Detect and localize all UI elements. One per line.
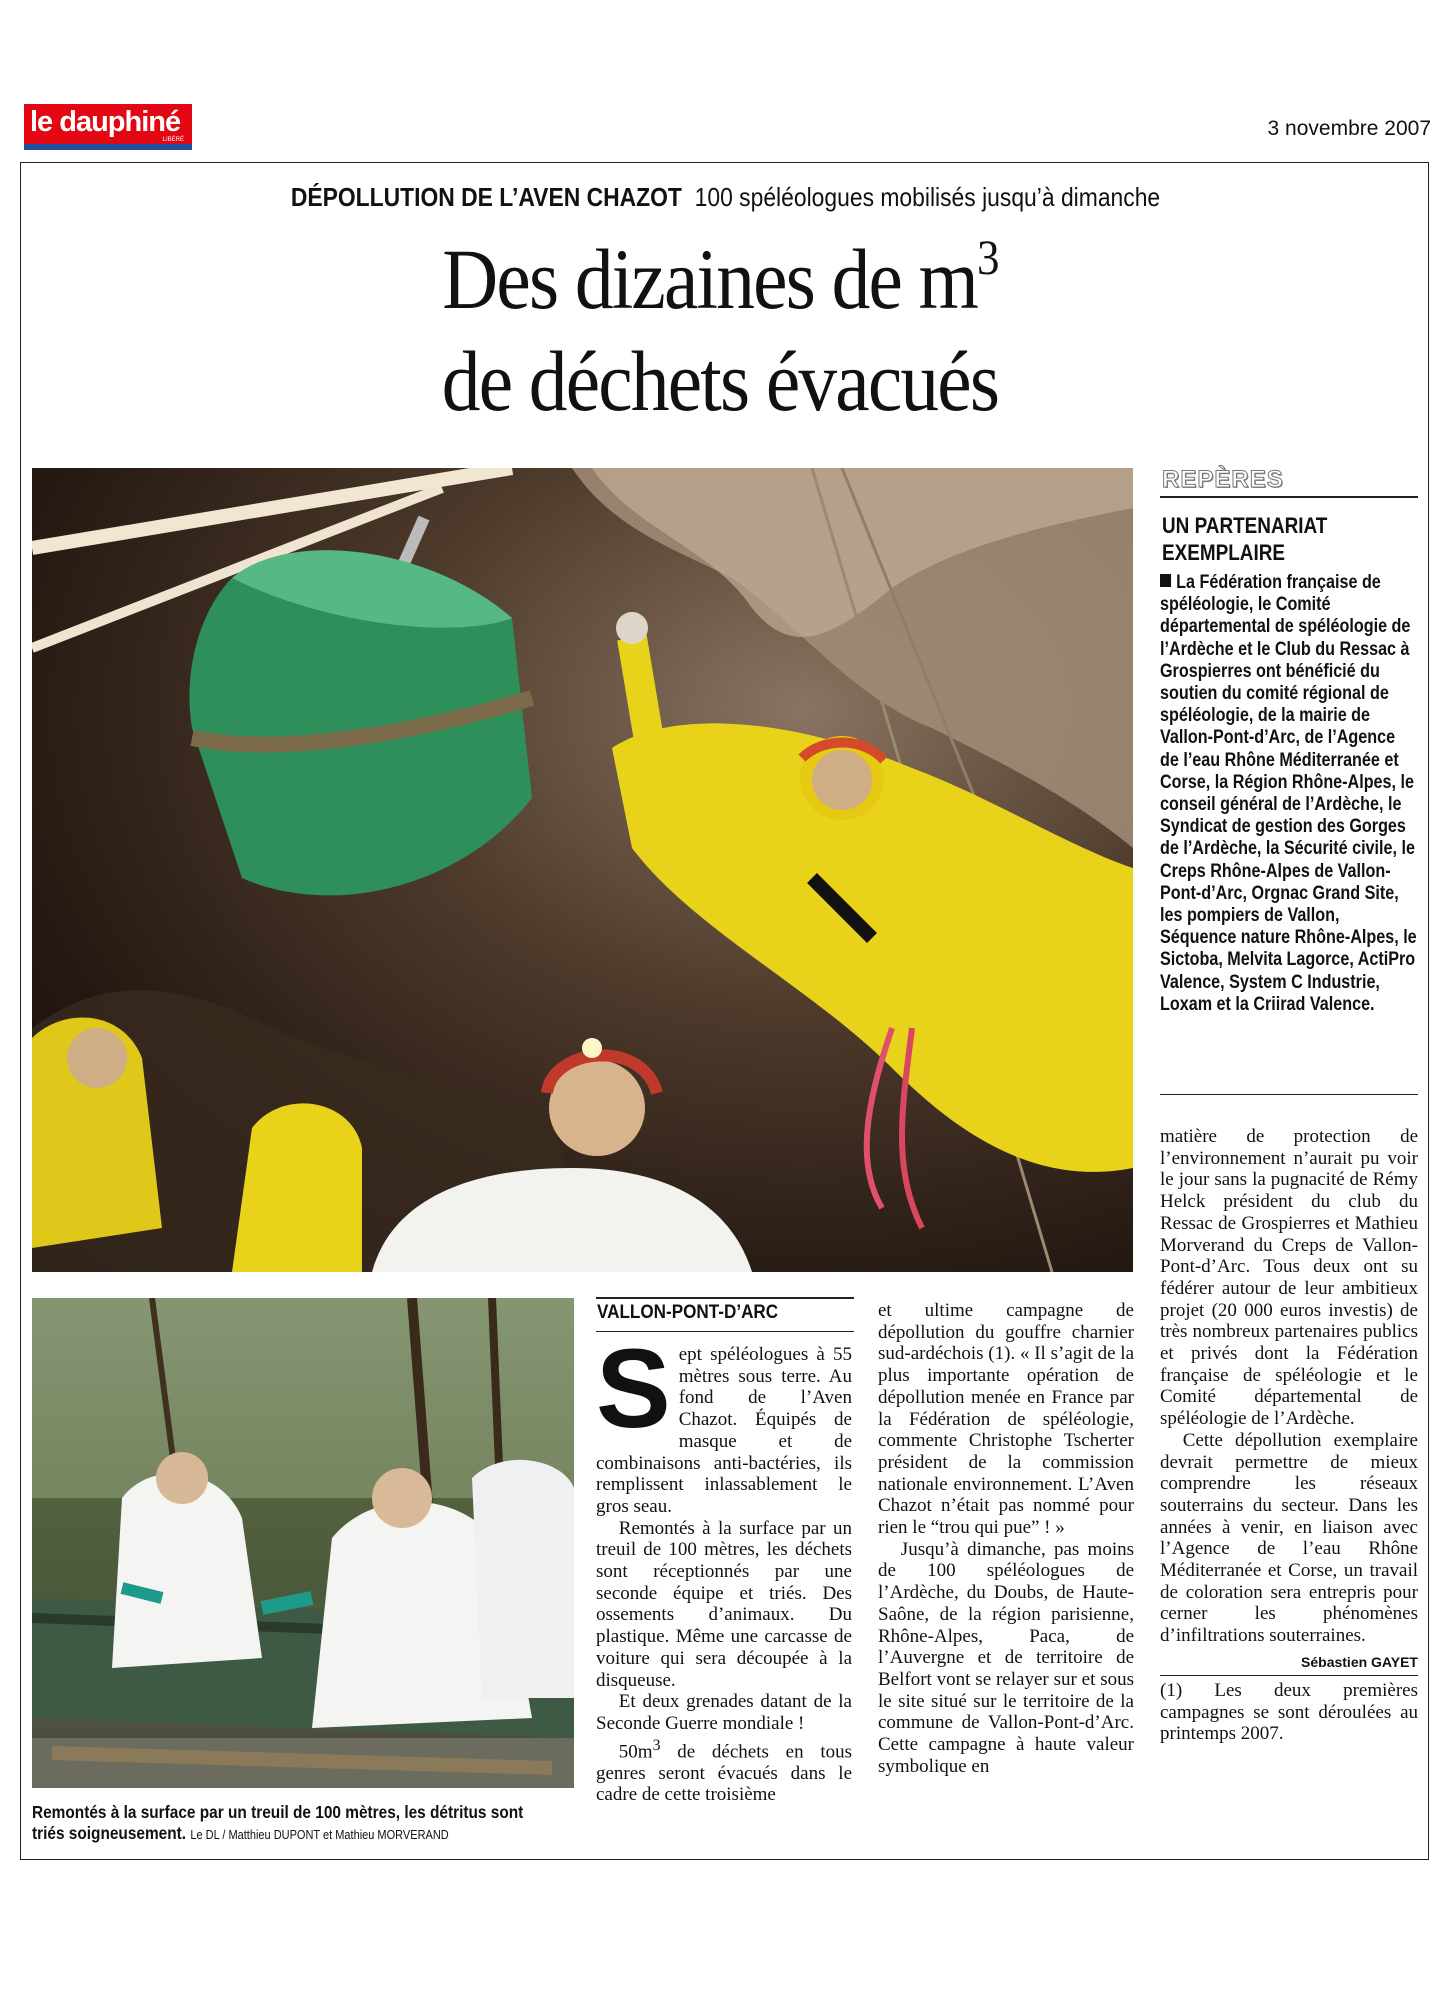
sidebar-bottom-rule <box>1160 1094 1418 1095</box>
article-column-3 <box>1160 1126 1418 1745</box>
footnote-rule <box>1160 1675 1418 1676</box>
sidebar-rule <box>1160 496 1418 498</box>
paragraph-3: Et deux grenades datant de la Seconde Guerre mondiale ! <box>596 1691 852 1734</box>
paragraph-2: Remontés à la surface par un treuil de 100 mètres, les déchets sont réceptionnés par une seconde équipe et triés. Des ossements d’animaux. Du plastique. Même une carcasse de voiture qui sera découpée à la disqueuse. <box>596 1517 852 1691</box>
square-bullet-icon <box>1160 574 1171 587</box>
publication-date: 3 novembre 2007 <box>1267 117 1431 140</box>
kicker-topic: DÉPOLLUTION DE L’AVEN CHAZOT <box>290 182 682 212</box>
newspaper-logo: le dauphiné LIBÉRÉ <box>24 104 192 150</box>
article-column-2 <box>878 1300 1134 1777</box>
author-signature: Sébastien GAYET <box>1301 1653 1418 1670</box>
caption-text: Remontés à la surface par un treuil de 100 mètres, les détritus sont triés soigneusement. <box>32 1802 524 1843</box>
logo-subtitle: LIBÉRÉ <box>162 137 184 143</box>
dateline: VALLON-PONT-D’ARC <box>597 1302 779 1323</box>
drop-cap: S <box>596 1326 671 1451</box>
paragraph-4: $50m^3$ de déchets en tous genres seront évacués dans le cadre de cette troisième <box>596 1736 852 1806</box>
paragraph-1: Sept spéléologues à 55 mètres sous terre. Au fond de l’Aven Chazot. Équipés de masque et de combinaisons anti-bactéries, ils remplissent inlassablement le gros seau. <box>596 1326 852 1517</box>
main-photo-cave <box>32 468 1133 1272</box>
dateline-rule-top <box>596 1297 854 1299</box>
article-column-1 <box>596 1326 852 1806</box>
photo-credit: Le DL / Matthieu DUPONT et Mathieu MORVERAND <box>190 1828 449 1842</box>
surface-sorting-photo <box>32 1298 574 1788</box>
headline: Des dizaines de $m^3$ de déchets évacués <box>441 229 999 429</box>
sorting-photo-illustration <box>32 1298 574 1788</box>
paragraph-7: matière de protection de l’environnement n’aurait pu voir le jour sans la pugnacité de Rémy Helck président du club du Ressac de Grospierres et Mathieu Morverand du Creps de Vallon-Pont-d’Arc. Tous deux ont su fédérer autour de leur ambitieux projet (20 000 euros investis) de très nombreux partenaires publics et privés dont la Fédération française de spéléologie et le Comité départemental de spéléologie de l’Ardèche. <box>1160 1126 1418 1430</box>
sidebar-title: UN PARTENARIAT EXEMPLAIRE <box>1162 513 1328 565</box>
paragraph-6: Jusqu’à dimanche, pas moins de 100 spéléologues de l’Ardèche, du Doubs, de Haute-Saône, de la région parisienne, Rhône-Alpes, Paca, de l’Auvergne et de territoire de Belfort vont se relayer sur et sous le site situé sur le territoire de la commune de Vallon-Pont-d’Arc. Cette campagne à haute valeur symbolique en <box>878 1538 1134 1777</box>
photo-caption <box>32 1802 525 1846</box>
kicker <box>87 180 1364 214</box>
sidebar-tag: REPÈRES <box>1162 466 1284 493</box>
footnote: (1) Les deux premières campagnes se sont déroulées au printemps 2007. <box>1160 1679 1418 1745</box>
kicker-subtitle: 100 spéléologues mobilisés jusqu’à dimanche <box>694 182 1161 212</box>
paragraph-8: Cette dépollution exemplaire devrait permettre de mieux comprendre les réseaux souterrains du secteur. Dans les années à venir, en liaison avec l’Agence de l’eau Rhône Méditerranée et Corse, un travail de coloration sera entrepris pour cerner les phénomènes d’infiltrations souterraines. <box>1160 1429 1418 1647</box>
cave-photo-illustration <box>32 468 1133 1272</box>
paragraph-5: et ultime campagne de dépollution du gouffre charnier sud-ardéchois (1). « Il s’agit de la plus importante opération de dépollution menée en France par la Fédération de spéléologie, commente Christophe Tscherter président de la commission nationale environnement. L’Aven Chazot n’était pas nommé pour rien le “trou qui pue” ! » <box>878 1300 1134 1539</box>
sidebar-body: La Fédération française de spéléologie, le Comité départemental de spéléologie de l’Ardèche et le Club du Ressac à Grospierres ont bénéficié du soutien du comité régional de spéléologie, de la mairie de Vallon-Pont-d’Arc, de l’Agence de l’eau Rhône Méditerranée et Corse, la Région Rhône-Alpes, le conseil général de l’Ardèche, le Syndicat de gestion des Gorges de l’Ardèche, la Sécurité civile, le Creps Rhône-Alpes de Vallon-Pont-d’Arc, Orgnac Grand Site, les pompiers de Vallon, Séquence nature Rhône-Alpes, le Sictoba, Melvita Lagorce, ActiPro Valence, System C Industrie, Loxam et la Criirad Valence. <box>1160 572 1417 1015</box>
